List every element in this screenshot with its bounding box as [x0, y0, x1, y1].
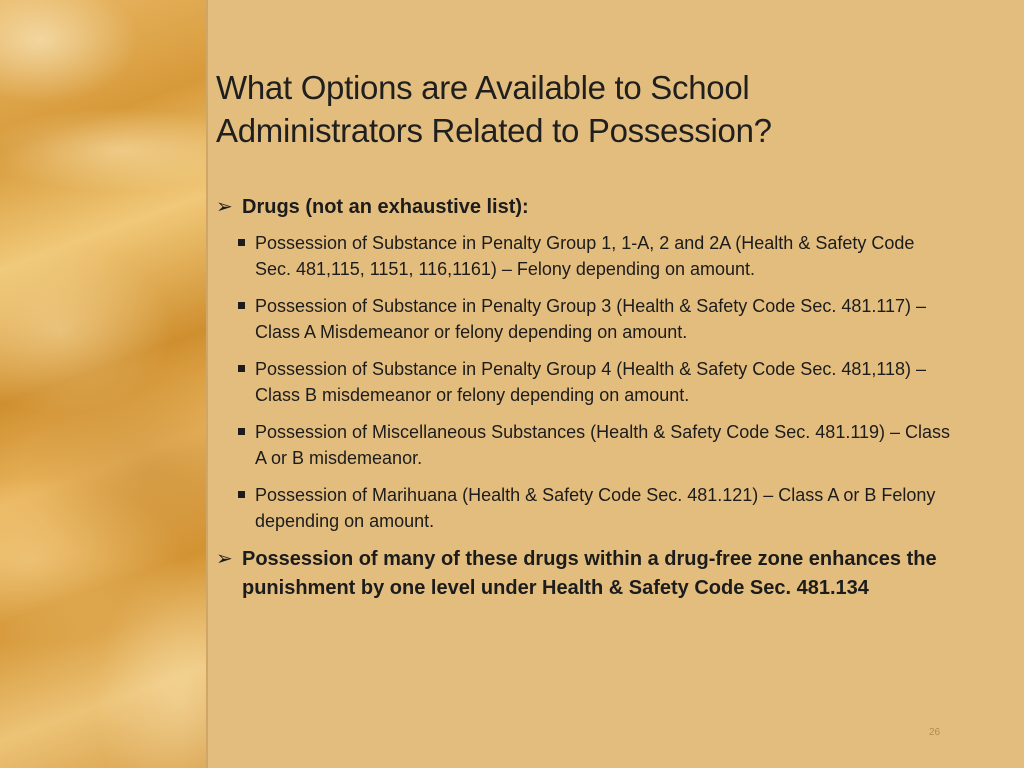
- square-bullet-icon: [238, 491, 245, 498]
- list-item: [216, 419, 955, 471]
- square-bullet-icon: [238, 302, 245, 309]
- list-item: [216, 356, 955, 408]
- list-item-text: Possession of Marihuana (Health & Safety Code Sec. 481.121) – Class A or B Felony depending on amount.: [255, 485, 936, 531]
- list-item: [216, 230, 955, 282]
- drugs-heading-bullet: [216, 193, 956, 222]
- slide-content: [216, 193, 956, 603]
- slide-title-line-2: Administrators Related to Possession?: [216, 112, 772, 149]
- list-item: [216, 482, 955, 534]
- drug-free-zone-bullet: [216, 545, 956, 603]
- arrow-bullet-icon: ➢: [216, 548, 233, 570]
- slide-title: [216, 66, 996, 152]
- side-panel-edge: [206, 0, 208, 768]
- square-bullet-icon: [238, 239, 245, 246]
- list-item-text: Possession of Substance in Penalty Group 3 (Health & Safety Code Sec. 481.117) – Class A Misdemeanor or felony depending on amount.: [255, 296, 927, 342]
- drugs-heading: Drugs (not an exhaustive list):: [242, 196, 529, 218]
- page-number: 26: [929, 727, 941, 738]
- slide-title-line-1: What Options are Available to School: [216, 69, 750, 106]
- list-item-text: Possession of Substance in Penalty Group 4 (Health & Safety Code Sec. 481,118) – Class B misdemeanor or felony depending on amount.: [255, 359, 927, 405]
- square-bullet-icon: [238, 428, 245, 435]
- square-bullet-icon: [238, 365, 245, 372]
- list-item-text: Possession of Miscellaneous Substances (Health & Safety Code Sec. 481.119) – Class A or B misdemeanor.: [255, 422, 951, 468]
- list-item-text: Possession of Substance in Penalty Group 1, 1-A, 2 and 2A (Health & Safety Code Sec. 481,115, 1151, 116,1161) – Felony depending on amount.: [255, 233, 915, 279]
- arrow-bullet-icon: ➢: [216, 196, 233, 218]
- decorative-side-panel: [0, 0, 206, 768]
- drug-free-zone-text: Possession of many of these drugs within a drug-free zone enhances the punishment by one level under Health & Safety Code Sec. 481.134: [242, 548, 937, 599]
- list-item: [216, 293, 955, 345]
